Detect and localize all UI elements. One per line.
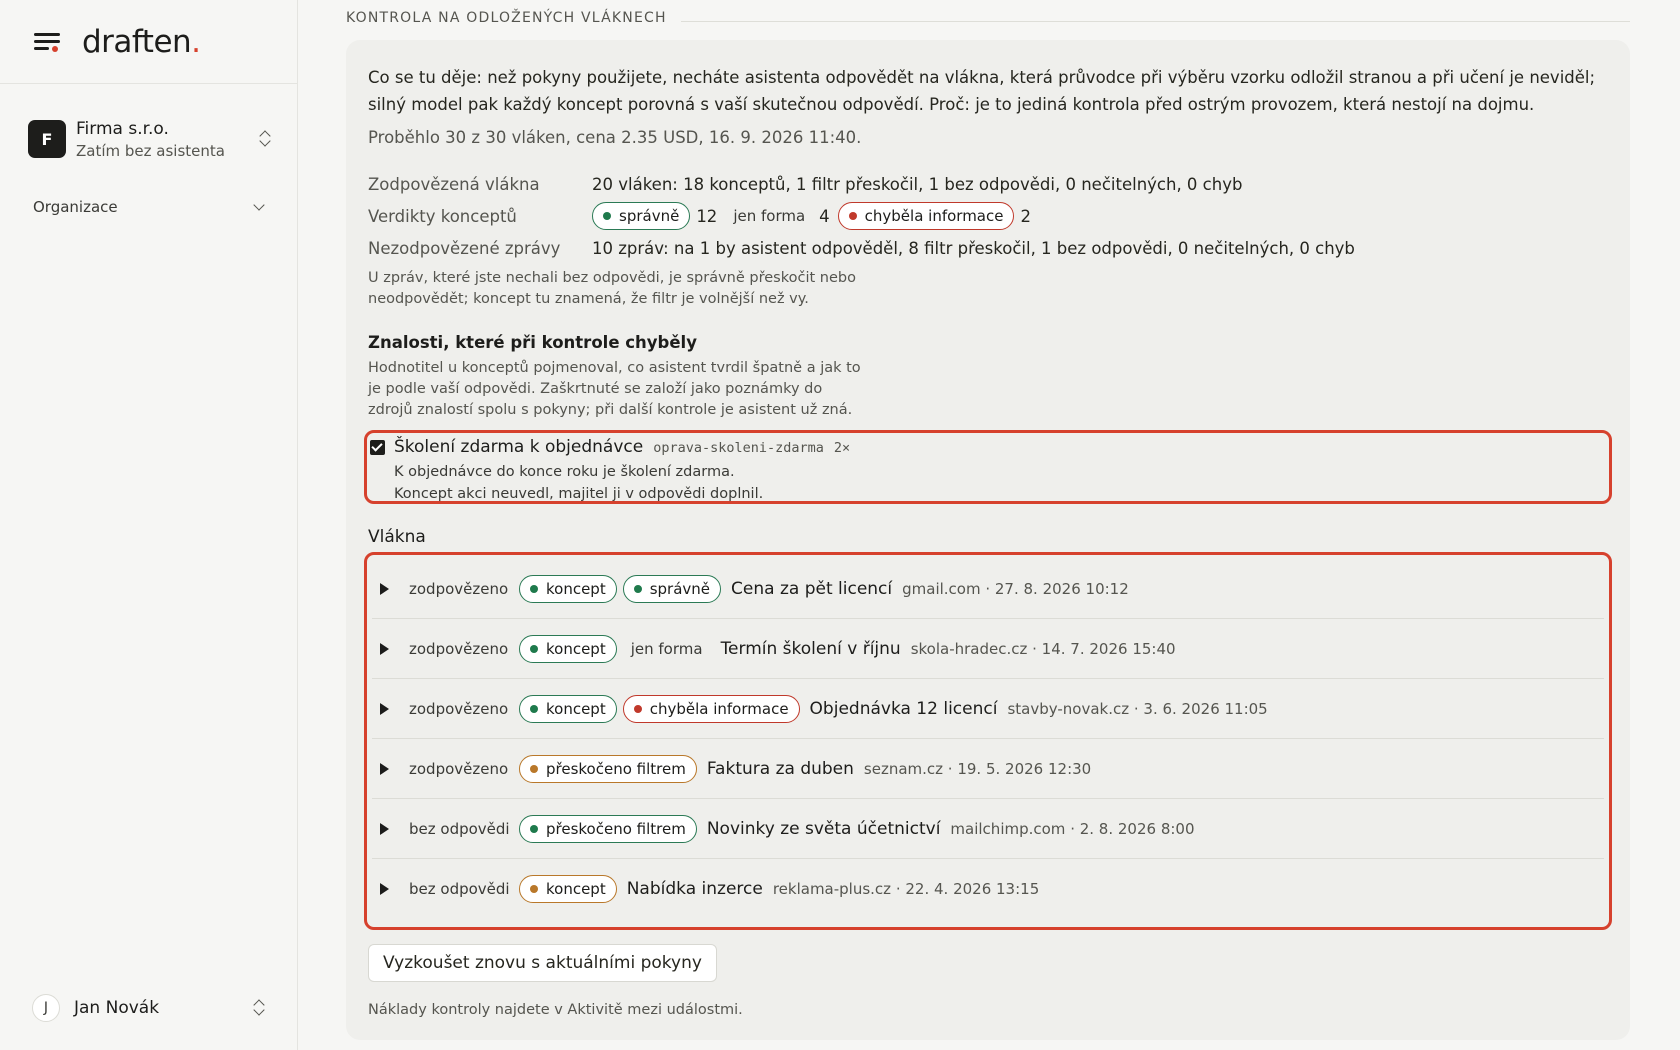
knowledge-title: Znalosti, které při kontrole chyběly bbox=[368, 333, 697, 352]
check-panel bbox=[346, 40, 1630, 1040]
sidebar bbox=[0, 0, 298, 1050]
verdict-form-count: 4 bbox=[819, 206, 830, 226]
updown-chevron-icon bbox=[252, 999, 266, 1017]
stat-label: Nezodpovězené zprávy bbox=[368, 238, 561, 258]
menu-icon[interactable] bbox=[34, 31, 60, 53]
thread-status: zodpovězeno bbox=[409, 699, 509, 718]
knowledge-context: Koncept akci neuvedl, majitel ji v odpovědi doplnil. bbox=[394, 486, 764, 502]
threads-title: Vlákna bbox=[368, 527, 426, 547]
thread-row[interactable] bbox=[372, 859, 1604, 919]
thread-subject: Objednávka 12 licencí bbox=[809, 698, 998, 719]
knowledge-name: Školení zdarma k objednávce bbox=[394, 437, 644, 457]
verdict-correct-count: 12 bbox=[696, 206, 718, 226]
thread-status: bez odpovědi bbox=[409, 819, 510, 838]
verdict-missing-badge: chyběla informace bbox=[838, 202, 1015, 230]
thread-meta: skola-hradec.cz · 14. 7. 2026 15:40 bbox=[910, 639, 1176, 658]
thread-status: zodpovězeno bbox=[409, 759, 509, 778]
draft-badge: koncept bbox=[519, 635, 617, 663]
section-title: KONTROLA NA ODLOŽENÝCH VLÁKNECH bbox=[346, 10, 667, 26]
stats bbox=[368, 168, 1608, 264]
stat-label: Zodpovězená vlákna bbox=[368, 174, 540, 194]
section-header bbox=[346, 10, 1630, 26]
verdict-correct-badge: správně bbox=[623, 575, 721, 603]
thread-meta: mailchimp.com · 2. 8. 2026 8:00 bbox=[950, 819, 1195, 838]
thread-row[interactable] bbox=[372, 739, 1604, 799]
expand-caret-icon[interactable] bbox=[380, 763, 389, 775]
organization-subtitle: Zatím bez asistenta bbox=[76, 141, 225, 160]
thread-subject: Novinky ze světa účetnictví bbox=[706, 818, 941, 839]
knowledge-checkbox[interactable] bbox=[370, 440, 385, 455]
draft-badge: koncept bbox=[519, 695, 617, 723]
knowledge-fact: K objednávce do konce roku je školení zdarma. bbox=[394, 464, 735, 480]
verdict-missing-badge: chyběla informace bbox=[623, 695, 800, 723]
thread-status: zodpovězeno bbox=[409, 579, 509, 598]
thread-row[interactable] bbox=[372, 799, 1604, 859]
knowledge-count: 2× bbox=[833, 440, 851, 456]
updown-chevron-icon bbox=[258, 130, 272, 148]
thread-subject: Termín školení v říjnu bbox=[720, 638, 901, 659]
expand-caret-icon[interactable] bbox=[380, 883, 389, 895]
thread-meta: reklama-plus.cz · 22. 4. 2026 13:15 bbox=[772, 880, 1040, 898]
verdict-missing-count: 2 bbox=[1020, 206, 1031, 226]
thread-status: zodpovězeno bbox=[409, 639, 509, 658]
user-name: Jan Novák bbox=[74, 998, 160, 1018]
stat-value: 20 vláken: 18 konceptů, 1 filtr přeskočil, 1 bez odpovědi, 0 nečitelných, 0 chyb bbox=[592, 174, 1243, 194]
knowledge-description: Hodnotitel u konceptů pojmenoval, co asistent tvrdil špatně a jak to je podle vaší odpovědi. Zaškrtnuté se založí jako poznámky do zdrojů znalostí spolu s pokyny; při další kontrole je asistent už zná. bbox=[368, 360, 861, 418]
thread-row[interactable] bbox=[372, 619, 1604, 679]
thread-meta: stavby-novak.cz · 3. 6. 2026 11:05 bbox=[1007, 699, 1268, 718]
expand-caret-icon[interactable] bbox=[380, 703, 389, 715]
verdict-form-label: jen forma bbox=[733, 207, 806, 225]
sidebar-item-label: Organizace bbox=[33, 198, 118, 216]
unanswered-note: U zpráv, které jste nechali bez odpovědi, je správně přeskočit nebo neodpovědět; koncept tu znamená, že filtr je volnější než vy. bbox=[368, 270, 856, 307]
organization-switcher[interactable] bbox=[28, 114, 272, 164]
stat-label: Verdikty konceptů bbox=[368, 206, 517, 226]
knowledge-code: oprava-skoleni-zdarma bbox=[653, 440, 824, 456]
stat-verdicts bbox=[368, 200, 1608, 232]
section-divider bbox=[681, 21, 1630, 22]
knowledge-item bbox=[364, 430, 1612, 504]
expand-caret-icon[interactable] bbox=[380, 823, 389, 835]
thread-meta: seznam.cz · 19. 5. 2026 12:30 bbox=[863, 759, 1092, 778]
threads-list bbox=[364, 552, 1612, 930]
intro-text: Co se tu děje: než pokyny použijete, necháte asistenta odpovědět na vlákna, která průvodce při výběru vzorku odložil stranou a při učení je neviděl; silný model pak každý koncept porovná s vaší skutečnou odpovědí. Proč: je to jediná kontrola před ostrým provozem, která nestojí na dojmu. bbox=[368, 68, 1596, 114]
thread-subject: Nabídka inzerce bbox=[626, 879, 763, 899]
verdict-correct-badge: správně bbox=[592, 202, 690, 230]
user-switcher[interactable] bbox=[32, 994, 266, 1022]
draft-badge: koncept bbox=[519, 875, 617, 903]
retry-button[interactable]: Vyzkoušet znovu s aktuálními pokyny bbox=[368, 944, 717, 982]
main-content bbox=[298, 0, 1680, 1050]
stat-answered bbox=[368, 168, 1608, 200]
draft-badge: koncept bbox=[519, 575, 617, 603]
expand-caret-icon[interactable] bbox=[380, 583, 389, 595]
stat-value: 10 zpráv: na 1 by asistent odpověděl, 8 filtr přeskočil, 1 bez odpovědi, 0 nečitelných, 0 chyb bbox=[592, 238, 1355, 258]
thread-meta: gmail.com · 27. 8. 2026 10:12 bbox=[902, 579, 1129, 598]
stat-unanswered bbox=[368, 232, 1608, 264]
user-avatar: J bbox=[32, 994, 60, 1022]
thread-row[interactable] bbox=[372, 679, 1604, 739]
run-info: Proběhlo 30 z 30 vláken, cena 2.35 USD, 16. 9. 2026 11:40. bbox=[368, 128, 862, 147]
organization-avatar: F bbox=[28, 120, 66, 158]
skipped-badge: přeskočeno filtrem bbox=[519, 815, 697, 843]
thread-status: bez odpovědi bbox=[409, 880, 510, 898]
expand-caret-icon[interactable] bbox=[380, 643, 389, 655]
sidebar-item-organizace[interactable] bbox=[33, 198, 267, 216]
brand-header bbox=[0, 0, 297, 84]
thread-subject: Cena za pět licencí bbox=[731, 578, 893, 599]
cost-footnote: Náklady kontroly najdete v Aktivitě mezi událostmi. bbox=[368, 1002, 743, 1018]
logo: draften. bbox=[82, 23, 201, 60]
thread-subject: Faktura za duben bbox=[706, 758, 854, 779]
skipped-badge: přeskočeno filtrem bbox=[519, 755, 697, 783]
organization-name: Firma s.r.o. bbox=[76, 118, 169, 139]
verdict-form-label: jen forma bbox=[630, 639, 703, 658]
chevron-down-icon bbox=[253, 199, 264, 210]
thread-row[interactable] bbox=[372, 559, 1604, 619]
